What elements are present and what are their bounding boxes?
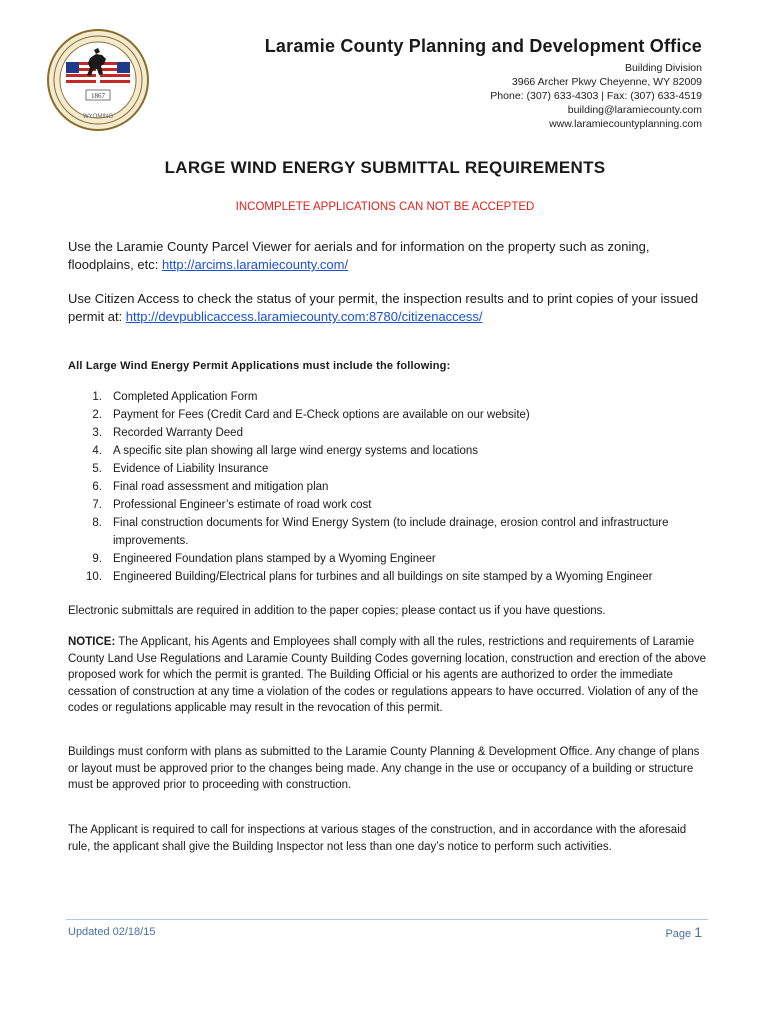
list-item-number: 4. <box>92 445 102 457</box>
list-item-text: Evidence of Liability Insurance <box>113 463 269 475</box>
list-item-text: Engineered Building/Electrical plans for turbines and all buildings on site stamped by a Wyoming Engineer <box>113 571 653 583</box>
citizen-access-text: Use Citizen Access to check the status of your permit, the inspection results and to print copies of your issued permit at: <box>68 291 699 324</box>
incomplete-warning: INCOMPLETE APPLICATIONS CAN NOT BE ACCEPTED <box>235 201 535 213</box>
parcel-viewer-text: Use the Laramie County Parcel Viewer for aerials and for information on the property such as zoning, floodplains, etc: <box>68 239 650 272</box>
list-item <box>68 568 708 586</box>
document-title: LARGE WIND ENERGY SUBMITTAL REQUIREMENTS <box>164 158 606 177</box>
parcel-viewer-link[interactable]: http://arcims.laramiecounty.com/ <box>161 257 349 272</box>
list-item-number: 6. <box>92 481 102 493</box>
office-header <box>265 36 702 131</box>
updated-date: Updated 02/18/15 <box>68 926 156 938</box>
footer-divider <box>66 919 708 920</box>
list-item <box>68 460 708 478</box>
list-item-text: Final road assessment and mitigation plan <box>113 481 329 493</box>
list-item-text: Final construction documents for Wind Energy System (to include drainage, erosion control and infrastructure improvements. <box>113 517 669 547</box>
list-item-text: Engineered Foundation plans stamped by a Wyoming Engineer <box>113 553 436 565</box>
list-item <box>68 550 708 568</box>
list-item-text: Professional Engineer’s estimate of road work cost <box>113 499 372 511</box>
list-item-number: 1. <box>92 391 102 403</box>
notice-paragraph <box>68 634 708 717</box>
page-number: 1 <box>694 924 702 940</box>
list-item-number: 3. <box>92 427 102 439</box>
list-item <box>68 424 708 442</box>
list-item <box>68 514 708 550</box>
requirements-heading: All Large Wind Energy Permit Applications must include the following: <box>68 360 451 372</box>
notice-label: NOTICE: <box>68 636 116 648</box>
svg-text:WYOMING: WYOMING <box>83 114 113 120</box>
list-item-text: Completed Application Form <box>113 391 258 403</box>
office-title: Laramie County Planning and Development Office <box>264 36 702 56</box>
list-item <box>68 496 708 514</box>
list-item <box>68 442 708 460</box>
office-address: 3966 Archer Pkwy Cheyenne, WY 82009 <box>511 76 702 88</box>
citizen-access-paragraph <box>68 290 708 326</box>
requirements-list <box>68 388 708 586</box>
buildings-conform-paragraph: Buildings must conform with plans as submitted to the Laramie County Planning & Development Office. Any change of plans or layout must be approved prior to the changes being made. Any change in the use or occupancy of a building or structure must be approved prior to proceeding with construction. <box>68 746 700 791</box>
list-item-number: 2. <box>92 409 102 421</box>
list-item-text: Payment for Fees (Credit Card and E-Check options are available on our website) <box>113 409 530 421</box>
list-item-number: 7. <box>92 499 102 511</box>
list-item <box>68 406 708 424</box>
inspection-paragraph: The Applicant is required to call for inspections at various stages of the construction, and in accordance with the aforesaid rule, the applicant shall give the Building Inspector not less than one day’s notice to perform such activities. <box>68 824 687 853</box>
list-item <box>68 388 708 406</box>
list-item-number: 8. <box>92 517 102 529</box>
list-item-text: A specific site plan showing all large wind energy systems and locations <box>113 445 478 457</box>
list-item-number: 9. <box>92 553 102 565</box>
list-item <box>68 478 708 496</box>
list-item-number: 10. <box>86 571 102 583</box>
division-name: Building Division <box>624 62 702 74</box>
county-seal-logo <box>46 28 150 132</box>
svg-text:1867: 1867 <box>91 92 105 100</box>
page-label: Page <box>665 928 695 940</box>
office-phone-fax: Phone: (307) 633-4303 | Fax: (307) 633-4519 <box>490 90 702 102</box>
citizen-access-link[interactable]: http://devpublicaccess.laramiecounty.com:8780/citizenaccess/ <box>125 309 483 324</box>
electronic-submittal-note: Electronic submittals are required in addition to the paper copies; please contact us if you have questions. <box>68 605 606 617</box>
notice-text: The Applicant, his Agents and Employees shall comply with all the rules, restrictions and requirements of Laramie County Land Use Regulations and Laramie County Building Codes governing location, construction and erection of the above proposed work for which the permit is granted. The Building Official or his agents are authorized to order the immediate cessation of construction at any time a violation of the codes or regulations appears to have occurred. Violation of any of the codes or regulations applicable may result in the revocation of this permit. <box>68 636 707 714</box>
office-website[interactable]: www.laramiecountyplanning.com <box>549 118 702 130</box>
list-item-number: 5. <box>92 463 102 475</box>
page-indicator <box>665 924 702 940</box>
office-email[interactable]: building@laramiecounty.com <box>567 104 702 116</box>
list-item-text: Recorded Warranty Deed <box>113 427 243 439</box>
parcel-viewer-paragraph <box>68 238 708 274</box>
